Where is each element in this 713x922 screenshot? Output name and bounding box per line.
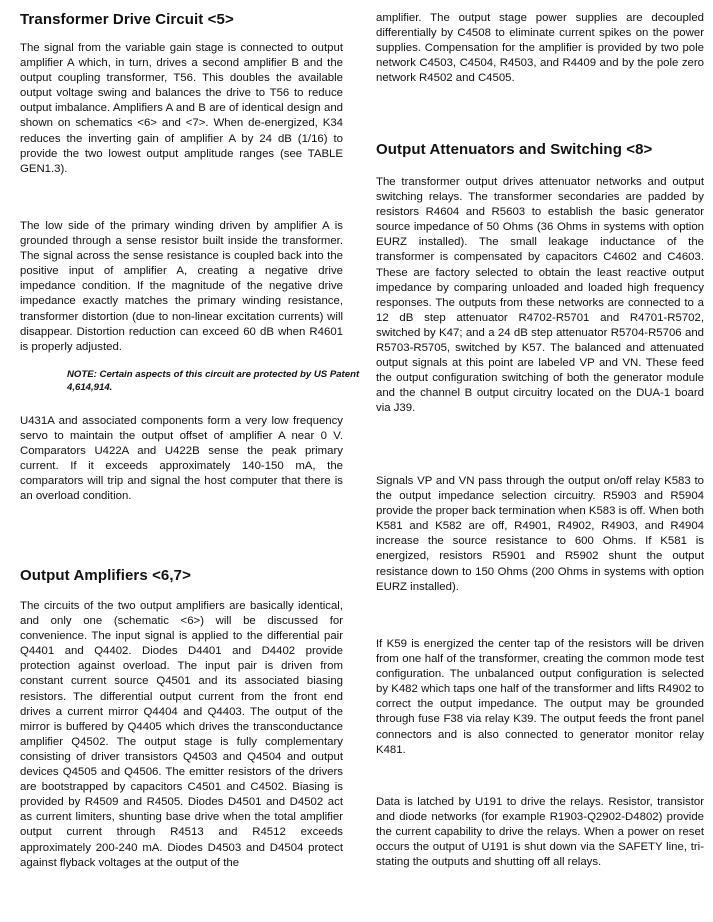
paragraph-impedance-selection: Signals VP and VN pass through the output on/off relay K583 to the output impedance selection circuitry. R5903 and R5904 provide the proper back termination when K583 is off. When both K581 and K582 are off, R4901, R4902, R4903, and R4904 increase the source resistance to 600 Ohms. If K581 is energized, resistors R5901 and R5902 shunt the output resistance down to 150 Ohms (200 Ohms in systems with option EURZ installed). <box>376 475 704 593</box>
heading-output-amplifiers: Output Amplifiers <6,7> <box>20 567 191 584</box>
patent-note: NOTE: Certain aspects of this circuit are protected by US Patent 4,614,914. <box>67 369 360 393</box>
heading-output-attenuators: Output Attenuators and Switching <8> <box>376 141 653 158</box>
paragraph-common-mode: If K59 is energized the center tap of the resistors will be driven from one half of the transformer, creating the common mode test configuration. The unbalanced output configuration is selected by K482 which taps one half of the transformer and lifts R4902 to correct the output impedance. The output may be grounded through fuse F38 via relay K39. The output feeds the front panel connectors and is also connected to generator monitor relay K481. <box>376 638 704 756</box>
paragraph-relays: Data is latched by U191 to drive the relays. Resistor, transistor and diode networks (for example R1903-Q2902-D4802) provide the current capability to drive the relays. When a power on reset occurs the output of U191 is shut down via the SAFETY line, tri-stating the outputs and shutting off all relays. <box>376 796 704 869</box>
paragraph-amplifier-cont: amplifier. The output stage power supplies are decoupled differentially by C4508 to eliminate current spikes on the power supplies. Compensation for the amplifier is provided by two pole network C4503, C4504, R4503, and R4409 and by the pole zero network R4502 and C4505. <box>376 12 704 85</box>
paragraph-negative-drive: The low side of the primary winding driven by amplifier A is grounded through a sense resistor built inside the transformer. The signal across the sense resistance is coupled back into the positive input of amplifier A, creating a negative drive impedance condition. If the magnitude of the negative drive impedance exactly matches the primary winding resistance, transformer distortion (due to non-linear excitation currents) will disappear. Distortion reduction can exceed 60 dB when R4601 is properly adjusted. <box>20 220 343 353</box>
paragraph-attenuators: The transformer output drives attenuator networks and output switching relays. The transformer secondaries are padded by resistors R4604 and R5603 to establish the basic generator source impedance of 50 Ohms (36 Ohms in systems with option EURZ installed). The small leakage inductance of the transformer is compensated by capacitors C4602 and C4603. These are factory selected to obtain the least reactive output impedance by comparing unloaded and loaded high frequency responses. The outputs from these networks are connected to a 12 dB step attenuator R4702-R5701 and R4701-R5702, switched by K47; and a 24 dB step attenuator R5704-R5706 and R5703-R5705, switched by K57. The balanced and attenuated output signals at this point are labeled VP and VN. These feed the output configuration switching of both the generator module and the channel B output circuitry located on the DUA-1 board via J39. <box>376 176 704 415</box>
paragraph-servo: U431A and associated components form a very low frequency servo to maintain the output offset of amplifier A near 0 V. Comparators U422A and U422B sense the peak primary current. If it exceeds approximately 140-150 mA, the comparators will trip and signal the host computer that there is an overload condition. <box>20 415 343 503</box>
paragraph-output-amplifiers: The circuits of the two output amplifiers are basically identical, and only one (schematic <6>) will be discussed for convenience. The input signal is applied to the differential pair Q4401 and Q4402. Diodes D4401 and D4402 provide protection against overload. The input pair is driven from constant current source Q4501 and its associated biasing resistors. The differential output current from the front end drives a current mirror Q4404 and Q4403. The output of the mirror is buffered by Q4405 which drives the transconductance amplifier Q4502. The output stage is fully complementary consisting of driver transistors Q4503 and Q4504 and output devices Q4505 and Q4506. The emitter resistors of the drivers are bootstrapped by capacitors C4501 and C4502. Biasing is provided by R4509 and R4505. Diodes D4501 and D4502 act as current limiters, shunting base drive when the total amplifier output current through R4513 and R4512 exceeds approximately 200-240 mA. Diodes D4503 and D4504 protect against flyback voltages at the output of the <box>20 600 343 869</box>
heading-transformer-drive: Transformer Drive Circuit <5> <box>20 11 234 28</box>
paragraph-transformer-drive: The signal from the variable gain stage is connected to output amplifier A which, in turn, drives a second amplifier B and the output coupling transformer, T56. This doubles the available output voltage swing and balances the drive to T56 to reduce output imbalance. Amplifiers A and B are of identical design and shown on schematics <6> and <7>. When de-energized, K34 reduces the inverting gain of amplifier A by 24 dB (1/16) to provide the two lowest output amplitude ranges (see TABLE GEN1.3). <box>20 42 343 175</box>
